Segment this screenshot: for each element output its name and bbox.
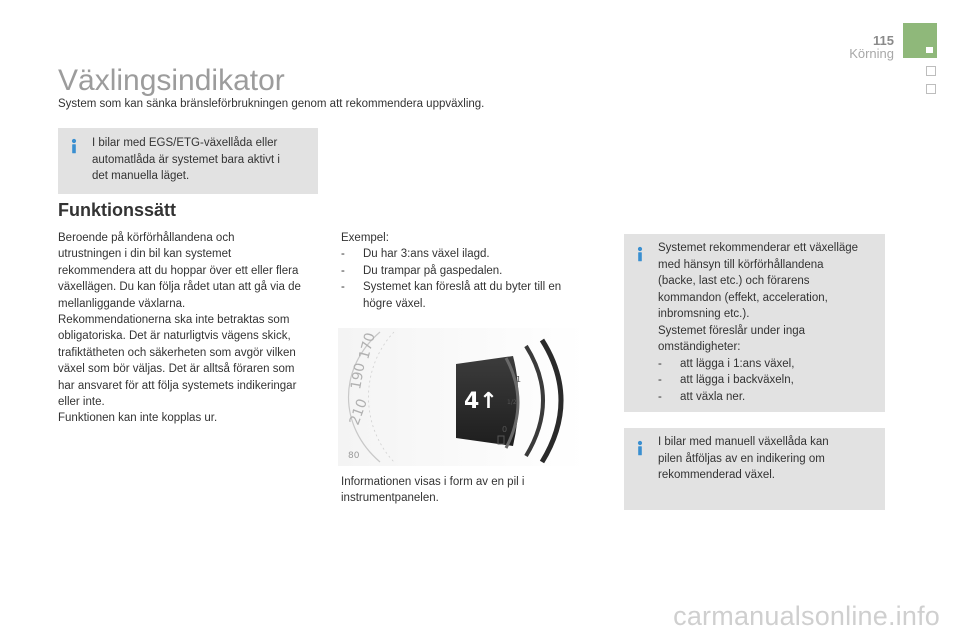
note-line: med hänsyn till körförhållandena [658, 258, 824, 271]
text-line: Beroende på körförhållandena och [58, 232, 235, 244]
page-number: 115 [873, 33, 894, 48]
gear-display: 4↑ [464, 389, 498, 414]
note-line: automatlåda är systemet bara aktivt i [92, 153, 280, 166]
list-item: - Systemet kan föreslå att du byter till en högre växel. [341, 279, 589, 312]
text-line: eller inte. [58, 396, 105, 409]
note-line: det manuella läget. [92, 170, 190, 182]
caption-line: Informationen visas i form av en pil i [341, 476, 525, 488]
fuel-label: 1 [516, 375, 522, 384]
example-list [341, 246, 589, 312]
info-note-text [92, 135, 280, 185]
page-title: Växlingsindikator [58, 64, 285, 97]
exception-list [658, 356, 880, 406]
text-line: rekommendera att du hoppar över ett eller flera [58, 264, 299, 277]
text-line: Rekommendationerna ska inte betraktas som [58, 314, 290, 327]
section-heading: Funktionssätt [58, 200, 177, 220]
note-line: rekommenderad växel. [658, 469, 775, 481]
list-item: - Du har 3:ans växel ilagd. [341, 246, 589, 262]
text-line: växel som bör väljas. Det är alltså föraren som [58, 363, 295, 376]
note-line: Systemet föreslår under inga [658, 324, 806, 337]
text-line: har ansvaret för att följa systemets indikeringar [58, 379, 297, 392]
section-name: Körning [849, 46, 894, 61]
speed-label: 170 [356, 331, 379, 362]
cluster-drawing [338, 328, 586, 466]
text-line: Funktionen kan inte kopplas ur. [58, 412, 218, 425]
caption-line: instrumentpanelen. [341, 492, 439, 505]
note-line: I bilar med manuell växellåda kan [658, 436, 829, 448]
info-note-recommendation [624, 234, 885, 412]
watermark: carmanualsonline.info [673, 601, 940, 631]
left-column-text [58, 230, 328, 427]
note-line: pilen åtföljas av en indikering om [658, 452, 825, 465]
info-icon [633, 440, 647, 456]
fuel-label: 0 [502, 425, 508, 434]
text-line: obligatoriska. Det är naturligtvis vägens skick, [58, 330, 291, 343]
example-label: Exempel: [341, 232, 389, 244]
cluster-caption [341, 474, 589, 507]
note-line: Systemet rekommenderar ett växelläge [658, 242, 859, 254]
list-item: - att lägga i backväxeln, [658, 372, 880, 389]
note-line: I bilar med EGS/ETG-växellåda eller [92, 137, 278, 149]
list-item: - Du trampar på gaspedalen. [341, 263, 589, 279]
info-icon [67, 138, 81, 154]
speed-label: 190 [348, 361, 369, 391]
text-line: växellägen. Du kan följa rådet utan att gå via de [58, 281, 301, 294]
note-line: kommandon (effekt, acceleration, [658, 291, 828, 304]
note-line: (backe, last etc.) och förarens [658, 275, 810, 287]
tab-marker [926, 47, 933, 53]
list-item: - att växla ner. [658, 389, 880, 406]
chapter-tab[interactable] [926, 66, 936, 76]
speed-label: 210 [346, 396, 371, 428]
instrument-cluster-illustration [338, 328, 586, 466]
fuel-label: 1/2 [507, 399, 517, 406]
speed-label: 80 [348, 451, 360, 461]
note-line: omständigheter: [658, 341, 741, 353]
text-line: utrustningen i din bil kan systemet [58, 248, 232, 261]
chapter-tab-active[interactable] [903, 23, 937, 58]
info-note-gearbox [58, 128, 318, 194]
text-line: mellanliggande växlarna. [58, 297, 186, 310]
info-note-manual-gearbox [624, 428, 885, 510]
page-subtitle: System som kan sänka bränsleförbrukningen genom att rekommendera uppväxling. [58, 98, 485, 110]
example-text [341, 230, 589, 312]
list-item: - att lägga i 1:ans växel, [658, 356, 880, 373]
chapter-tab[interactable] [926, 84, 936, 94]
text-line: trafiktätheten och säkerheten som avgör vilken [58, 346, 296, 359]
info-icon [633, 246, 647, 262]
note-line: inbromsning etc.). [658, 308, 750, 320]
info-note-text [658, 240, 880, 405]
info-note-text [658, 434, 880, 484]
